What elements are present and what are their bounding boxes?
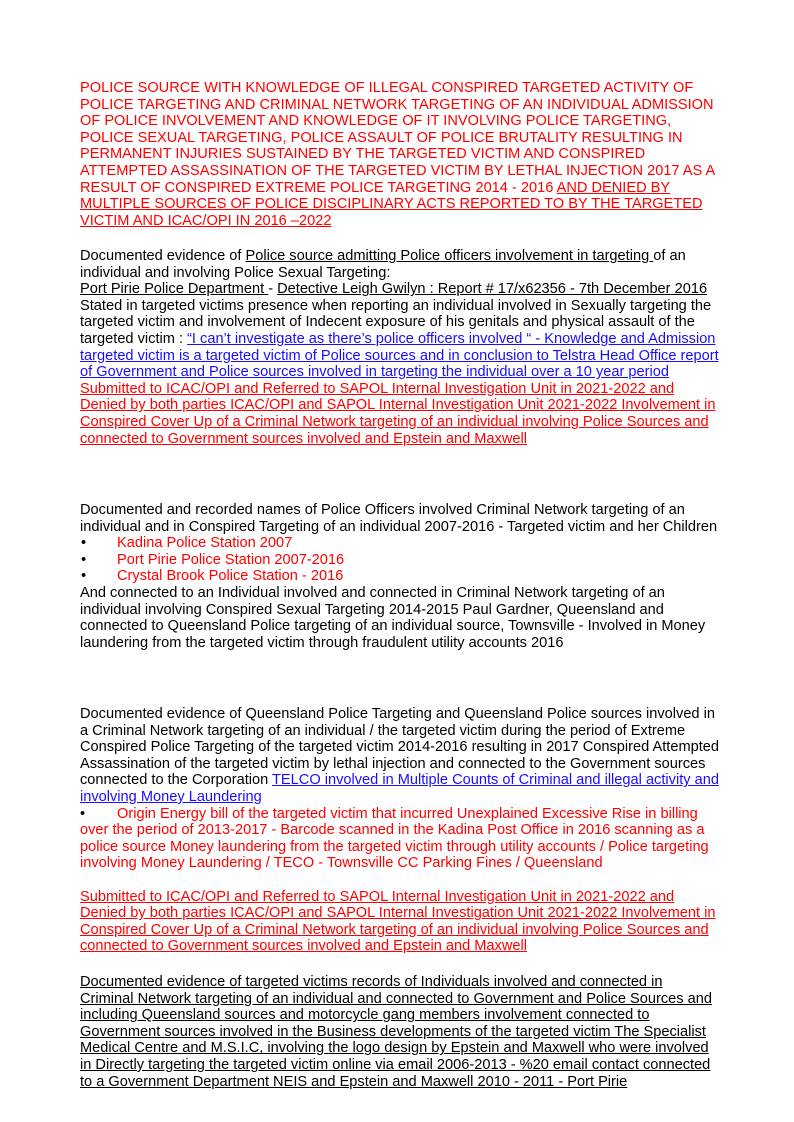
police-stations-list [80, 535, 720, 585]
list-item: • Port Pirie Police Station 2007-2016 [81, 551, 345, 568]
section-targeted-victim-records: Documented evidence of targeted victims records of Individuals involved and connected in Criminal Network targeting of an individual and connected to Government and Police Sources and including Queensland sources and motorcycle gang members involvement connected to Government sources involved in the Business developments of the targeted victim The Specialist Medical Centre and M.S.I.C, involving the logo design by Epstein and Maxwell who were involved in Directly targeting the targeted victim online via email 2006-2013 - %20 email contact connected to a Government Department NEIS and Epstein and Maxwell 2010 - 2011 - Port Pirie [80, 974, 712, 1090]
section-police-source-admission [80, 248, 720, 447]
list-item: • Kadina Police Station 2007 [81, 535, 293, 552]
origin-energy-bullet: • Origin Energy bill of the targeted victim that incurred Unexplained Excessive Rise in billing over the period of 2013-2017 - Barcode scanned in the Kadina Post Office in 2016 scanning as a police source Money laundering from the targeted victim through utility accounts / Police targeting involving Money Laundering / TECO - Townsville CC Parking Fines / Queensland [80, 805, 709, 872]
report-reference: Detective Leigh Gwilyn : Report # 17/x62356 - 7th December 2016 [277, 281, 708, 298]
telco-link[interactable]: TELCO involved in Multiple Counts of Criminal and illegal activity and involving Money Laundering [80, 772, 719, 805]
quote-link[interactable]: “I can’t investigate as there’s police officers involved “ - Knowledge and Admission targeted victim is a targeted victim of Police sources and in conclusion to Telstra Head Office report of Government and Police sources involved in targeting the individual over a 10 year period [80, 330, 719, 381]
list-item: • Crystal Brook Police Station - 2016 [81, 568, 344, 585]
heading-underlined-text: AND DENIED BY MULTIPLE SOURCES OF POLICE DISCIPLINARY ACTS REPORTED TO BY THE TARGETED VICTIM AND ICAC/OPI IN 2016 –2022 [80, 179, 703, 229]
section3-submitted-note: Submitted to ICAC/OPI and Referred to SAPOL Internal Investigation Unit in 2021-2022 and Denied by both parties ICAC/OPI and SAPOL Internal Investigation Unit 2021-2022 Involvement in Conspired Cover Up of a Criminal Network targeting of an individual involving Police Sources and connected to Government sources involved and Epstein and Maxwell [80, 888, 716, 955]
section1-intro-underlined: Police source admitting Police officers involvement in targeting [245, 248, 654, 264]
section1-statement: Stated in targeted victims presence when reporting an individual involved in Sexually targeting the targeted victim and involvement of Indecent exposure of his genitals and physical assault of the targeted victim : “I can’t investigate as there’s police officers involved “ - Knowledge and Admission targeted victim is a targeted victim of Police sources and in conclusion to Telstra Head Office report of Government and Police sources involved in targeting the individual over a 10 year period [80, 297, 719, 381]
section3-intro: Documented evidence of Queensland Police Targeting and Queensland Police sources involved in a Criminal Network targeting of an individual / the targeted victim during the period of Extreme Conspired Police Targeting of the targeted victim 2014-2016 resulting in 2017 Conspired Attempted Assassination of the targeted victim by lethal injection and connected to the Government sources connected to the Corporation TELCO involved in Multiple Counts of Criminal and illegal activity and involving Money Laundering [80, 706, 720, 805]
section-queensland-police [80, 706, 720, 955]
bullet-icon: • [81, 551, 87, 568]
department-name: Port Pirie Police Department [80, 281, 269, 298]
bullet-icon: • [81, 568, 87, 585]
section2-connected: And connected to an Individual involved and connected in Criminal Network targeting of an individual involving Conspired Sexual Targeting 2014-2015 Paul Gardner, Queensland and connected to Queensland Police targeting of an individual source, Townsville - Involved in Money laundering from the targeted victim through fraudulent utility accounts 2016 [80, 584, 706, 651]
document-heading [80, 80, 720, 229]
bullet-icon: • [81, 535, 87, 552]
section1-report-line: Port Pirie Police Department - Detective Leigh Gwilyn : Report # 17/x62356 - 7th December 2016 [80, 281, 708, 298]
section2-intro: Documented and recorded names of Police Officers involved Criminal Network targeting of an individual and in Conspired Targeting of an individual 2007-2016 - Targeted victim and her Children [80, 502, 718, 535]
heading-text: POLICE SOURCE WITH KNOWLEDGE OF ILLEGAL CONSPIRED TARGETED ACTIVITY OF POLICE TARGETING AND CRIMINAL NETWORK TARGETING OF AN INDIVIDUAL ADMISSION OF POLICE INVOLVEMENT AND KNOWLEDGE OF IT INVOLVING POLICE TARGETING, POLICE SEXUAL TARGETING, POLICE ASSAULT OF POLICE BRUTALITY RESULTING IN PERMANENT INJURIES SUSTAINED BY THE TARGETED VICTIM AND CONSPIRED ATTEMPTED ASSASSINATION OF THE TARGETED VICTIM BY LETHAL INJECTION 2017 AS A RESULT OF CONSPIRED EXTREME POLICE TARGETING 2014 - 2016 [80, 80, 715, 196]
section1-intro: Documented evidence of Police source admitting Police officers involvement in targeting of an individual and involving Police Sexual Targeting: [80, 248, 686, 281]
bullet-icon: • [80, 805, 86, 822]
section1-submitted-note: Submitted to ICAC/OPI and Referred to SAPOL Internal Investigation Unit in 2021-2022 and Denied by both parties ICAC/OPI and SAPOL Internal Investigation Unit 2021-2022 Involvement in Conspired Cover Up of a Criminal Network targeting of an individual involving Police Sources and connected to Government sources involved and Epstein and Maxwell [80, 380, 716, 447]
section-police-officers-named [80, 502, 720, 651]
